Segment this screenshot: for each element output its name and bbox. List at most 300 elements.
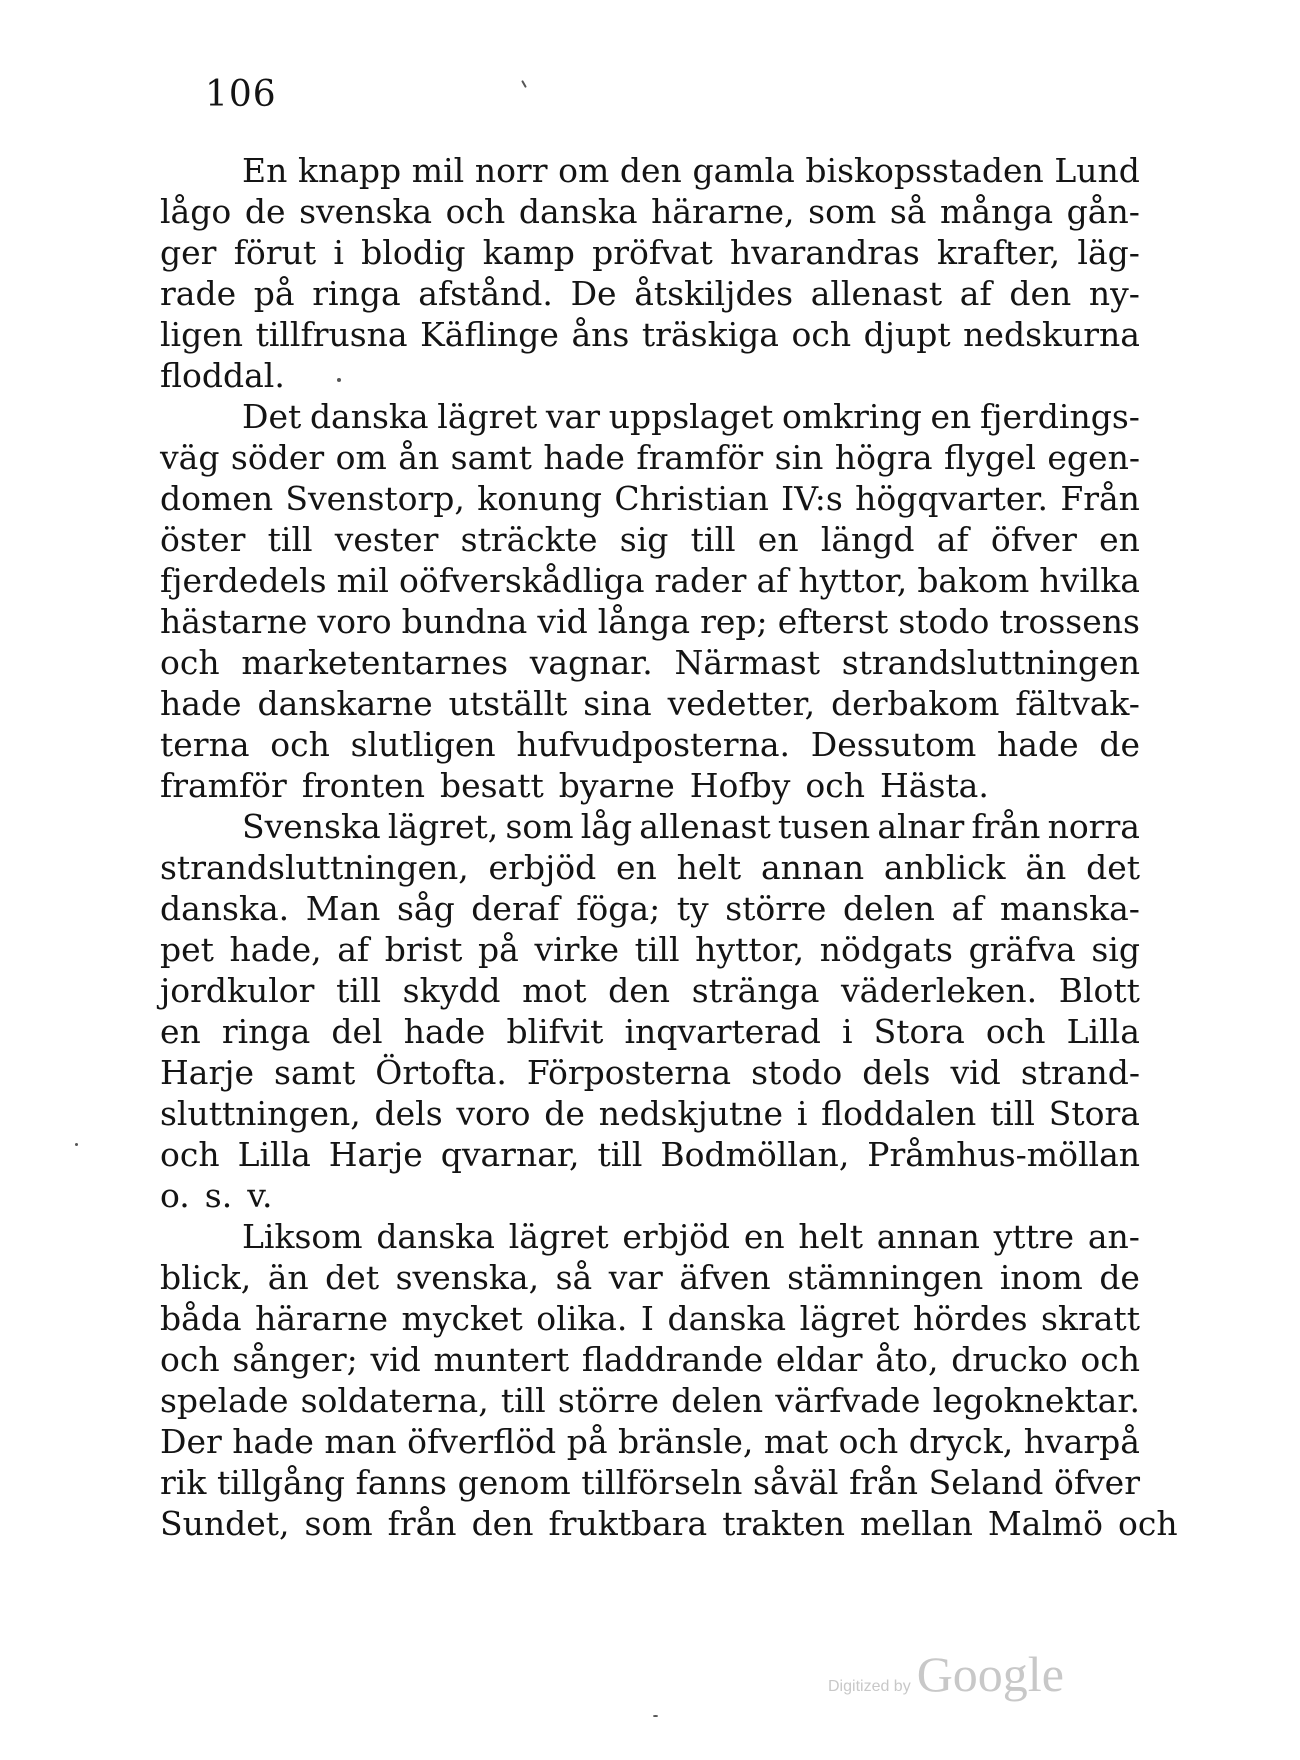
word: såg xyxy=(397,889,455,928)
word: hvilka xyxy=(1039,561,1140,600)
word: i xyxy=(796,1094,808,1133)
word: var xyxy=(545,397,600,436)
word: an- xyxy=(1087,1217,1140,1256)
word: mil xyxy=(336,561,389,600)
word: gräfva xyxy=(968,930,1076,969)
word: lägret xyxy=(437,397,538,436)
word: byarne xyxy=(558,766,675,805)
word: hade xyxy=(160,684,242,723)
text-line xyxy=(160,1503,1178,1544)
scan-speck xyxy=(653,1715,658,1717)
word: de xyxy=(1099,725,1140,764)
word: sin xyxy=(774,438,824,477)
word: öfver xyxy=(990,520,1077,559)
word: allenast xyxy=(810,274,943,313)
text-line xyxy=(160,724,1140,765)
word: stränga xyxy=(691,971,820,1010)
scan-speck xyxy=(337,378,341,382)
word: och xyxy=(160,1340,220,1379)
text-line xyxy=(160,355,1140,396)
word: Sundet, xyxy=(160,1504,290,1543)
word: till xyxy=(500,1381,546,1420)
word: längd xyxy=(820,520,915,559)
word: hufvudposterna. xyxy=(516,725,790,764)
text-line xyxy=(160,1093,1140,1134)
word: som xyxy=(505,807,574,846)
word: Harje xyxy=(160,1053,254,1092)
word: på xyxy=(566,1422,608,1461)
word: som xyxy=(808,192,877,231)
word: egen- xyxy=(1047,438,1140,477)
word: olika. xyxy=(536,1299,628,1338)
word: såväl xyxy=(752,1463,839,1502)
google-logo-text: Google xyxy=(916,1646,1064,1702)
word: del xyxy=(331,1012,383,1051)
digitized-by-label: Digitized by xyxy=(828,1678,911,1695)
word: blifvit xyxy=(506,1012,604,1051)
word: danska xyxy=(309,397,429,436)
word: sluttningen, xyxy=(160,1094,361,1133)
word: Christian xyxy=(614,479,769,518)
word: större xyxy=(557,1381,659,1420)
word: danska xyxy=(376,1217,495,1256)
word: oöfverskådliga xyxy=(398,561,645,600)
word: nödgats xyxy=(819,930,953,969)
word: hade xyxy=(543,438,625,477)
word: åto, xyxy=(875,1340,939,1379)
word: hade xyxy=(403,1012,486,1051)
word: de xyxy=(544,1094,585,1133)
word: ringa xyxy=(312,274,401,313)
word: danska xyxy=(667,1299,787,1338)
word: till xyxy=(690,520,736,559)
text-line xyxy=(160,396,1140,437)
word: blodig xyxy=(361,233,466,272)
word: deraf xyxy=(471,889,560,928)
word: Lund xyxy=(1054,151,1140,190)
word: vid xyxy=(537,602,588,641)
word: om xyxy=(335,438,387,477)
word: åtskiljdes xyxy=(634,274,794,313)
word: hyttor, xyxy=(798,561,908,600)
word: helt xyxy=(798,1217,863,1256)
word: så xyxy=(555,1258,593,1297)
word: än xyxy=(1025,848,1067,887)
word: och xyxy=(160,643,220,682)
word: muntert xyxy=(433,1340,570,1379)
page-number: 106 xyxy=(205,74,277,115)
word: söder xyxy=(230,438,325,477)
word: Svenska xyxy=(242,807,381,846)
word: Dessutom xyxy=(810,725,977,764)
word: dels xyxy=(374,1094,443,1133)
word: o. xyxy=(160,1176,190,1215)
text-line xyxy=(160,519,1140,560)
text-line xyxy=(160,1011,1140,1052)
text-line xyxy=(160,642,1140,683)
word: legoknektar. xyxy=(932,1381,1140,1420)
word: Svenstorp, xyxy=(285,479,465,518)
text-line xyxy=(160,683,1140,724)
scan-speck xyxy=(75,1143,78,1146)
word: dels xyxy=(862,1053,931,1092)
word: Hästa. xyxy=(880,766,989,805)
word: sig xyxy=(1091,930,1140,969)
word: till xyxy=(634,930,680,969)
word: Förposterna xyxy=(526,1053,732,1092)
word: den xyxy=(1009,274,1072,313)
paragraph xyxy=(160,396,1140,806)
word: genom xyxy=(457,1463,571,1502)
word: fjerdedels xyxy=(160,561,327,600)
word: och xyxy=(791,315,852,354)
word: gån- xyxy=(1066,192,1140,231)
paragraph xyxy=(160,150,1140,396)
word: tillfrusna xyxy=(255,315,408,354)
word: en xyxy=(743,1217,785,1256)
word: Örtofta. xyxy=(375,1053,507,1092)
word: skydd xyxy=(402,971,501,1010)
word: Käflinge xyxy=(420,315,559,354)
word: omkring xyxy=(781,397,922,436)
text-line xyxy=(160,1257,1140,1298)
word: mycket xyxy=(401,1299,523,1338)
word: trakten xyxy=(722,1504,845,1543)
text-line xyxy=(160,1134,1140,1175)
word: de xyxy=(244,192,286,231)
word: Lilla xyxy=(1066,1012,1140,1051)
word: var xyxy=(608,1258,663,1297)
word: en xyxy=(160,1012,201,1051)
word: qvarnar, xyxy=(440,1135,580,1174)
text-line xyxy=(160,765,1140,806)
word: uppslaget xyxy=(608,397,774,436)
word: af xyxy=(959,274,992,313)
word: ger xyxy=(160,233,217,272)
text-line xyxy=(160,273,1140,314)
word: strandsluttningen, xyxy=(160,848,469,887)
word: af xyxy=(756,561,789,600)
word: åns xyxy=(571,315,630,354)
word: Närmast xyxy=(674,643,820,682)
word: tillgång xyxy=(216,1463,346,1502)
word: större xyxy=(725,889,827,928)
text-line xyxy=(160,601,1140,642)
word: manska- xyxy=(999,889,1140,928)
word: Der xyxy=(160,1422,222,1461)
word: IV:s xyxy=(781,479,843,518)
word: på xyxy=(478,930,519,969)
text-line xyxy=(160,970,1140,1011)
word: danska. xyxy=(160,889,290,928)
word: svenska xyxy=(299,192,433,231)
word: stodo xyxy=(898,602,990,641)
word: fladdrande xyxy=(581,1340,764,1379)
word: hade, xyxy=(229,930,322,969)
word: allenast xyxy=(639,807,771,846)
word: hvarpå xyxy=(1023,1422,1140,1461)
word: floddal. xyxy=(160,356,285,395)
word: bränsle, xyxy=(618,1422,754,1461)
word: öster xyxy=(160,520,246,559)
word: och xyxy=(160,1135,220,1174)
word: ny- xyxy=(1088,274,1140,313)
word: som xyxy=(304,1504,373,1543)
word: till xyxy=(336,971,382,1010)
word: rep; xyxy=(700,602,768,641)
text-line xyxy=(160,560,1140,601)
word: drucko xyxy=(951,1340,1068,1379)
word: yttre xyxy=(993,1217,1075,1256)
word: äfven xyxy=(679,1258,771,1297)
word: norra xyxy=(1047,807,1140,846)
word: erbjöd xyxy=(622,1217,731,1256)
word: eldar xyxy=(775,1340,863,1379)
word: hade xyxy=(232,1422,314,1461)
word: strand- xyxy=(1020,1053,1140,1092)
word: besatt xyxy=(439,766,544,805)
text-line xyxy=(160,1298,1140,1339)
text-line xyxy=(160,1421,1140,1462)
word: domen xyxy=(160,479,274,518)
word: stämningen xyxy=(787,1258,984,1297)
word: tillförseln xyxy=(581,1463,743,1502)
word: mot xyxy=(522,971,587,1010)
word: öfver xyxy=(1053,1463,1140,1502)
word: gamla xyxy=(692,151,795,190)
word: af xyxy=(936,520,969,559)
word: läg- xyxy=(1077,233,1140,272)
word: till xyxy=(990,1094,1035,1133)
text-line xyxy=(160,150,1140,191)
word: annan xyxy=(761,848,865,887)
word: kamp xyxy=(482,233,575,272)
word: lägret xyxy=(508,1217,609,1256)
google-watermark xyxy=(828,1645,1064,1703)
word: alnar xyxy=(877,807,965,846)
word: mellan xyxy=(860,1504,973,1543)
word: högqvarter. xyxy=(855,479,1048,518)
word: af xyxy=(951,889,984,928)
word: marketentarnes xyxy=(241,643,509,682)
word: väg xyxy=(160,438,220,477)
word: dryck, xyxy=(908,1422,1014,1461)
word: delen xyxy=(671,1381,764,1420)
word: hade xyxy=(997,725,1079,764)
word: och xyxy=(445,192,506,231)
word: virke xyxy=(534,930,619,969)
word: till xyxy=(597,1135,643,1174)
word: knapp xyxy=(297,151,402,190)
text-line xyxy=(160,888,1140,929)
word: framför xyxy=(636,438,764,477)
word: hördes xyxy=(913,1299,1028,1338)
word: de xyxy=(1099,1258,1140,1297)
word: mil xyxy=(411,151,465,190)
word: inqvarterad xyxy=(624,1012,821,1051)
word: ligen xyxy=(160,315,244,354)
word: träskiga xyxy=(641,315,779,354)
word: spelade xyxy=(160,1381,289,1420)
text-line xyxy=(160,478,1140,519)
word: De xyxy=(570,274,617,313)
word: nedskurna xyxy=(963,315,1140,354)
word: lågo xyxy=(160,192,232,231)
text-line xyxy=(160,929,1140,970)
word: vid xyxy=(370,1340,421,1379)
word: nedskjutne xyxy=(598,1094,784,1133)
word: inom xyxy=(999,1258,1083,1297)
word: ringa xyxy=(221,1012,311,1051)
word: och xyxy=(1080,1340,1140,1379)
word: v. xyxy=(247,1176,273,1215)
word: sig xyxy=(619,520,669,559)
word: och xyxy=(270,725,330,764)
word: den xyxy=(619,151,682,190)
word: mat xyxy=(763,1422,829,1461)
word: I xyxy=(640,1299,654,1338)
word: vedetter, xyxy=(667,684,816,723)
word: stodo xyxy=(751,1053,843,1092)
word: Pråmhus-möllan xyxy=(867,1135,1140,1174)
word: biskopsstaden xyxy=(805,151,1044,190)
word: fanns xyxy=(355,1463,447,1502)
word: båda xyxy=(160,1299,242,1338)
word: derbakom xyxy=(831,684,1000,723)
word: terna xyxy=(160,725,250,764)
word: Malmö xyxy=(987,1504,1104,1543)
word: samt xyxy=(274,1053,356,1092)
word: samt xyxy=(450,438,532,477)
word: Seland xyxy=(928,1463,1044,1502)
text-line xyxy=(160,437,1140,478)
word: lägret xyxy=(799,1299,900,1338)
word: helt xyxy=(676,848,742,887)
word: af xyxy=(337,930,370,969)
text-line xyxy=(160,1216,1140,1257)
word: skratt xyxy=(1041,1299,1140,1338)
word: danska xyxy=(518,192,638,231)
word: högra xyxy=(834,438,933,477)
word: Från xyxy=(1060,479,1140,518)
text-line xyxy=(160,806,1140,847)
word: det xyxy=(1086,848,1140,887)
word: hyttor, xyxy=(695,930,805,969)
scan-speck xyxy=(521,80,527,88)
body-text xyxy=(160,150,1178,1544)
word: en xyxy=(616,848,657,887)
word: en xyxy=(757,520,799,559)
word: krafter, xyxy=(937,233,1061,272)
word: Stora xyxy=(1048,1094,1140,1133)
word: Bodmöllan, xyxy=(660,1135,850,1174)
word: och xyxy=(1118,1504,1178,1543)
word: sina xyxy=(583,684,652,723)
word: slutligen xyxy=(350,725,496,764)
word: voro xyxy=(456,1094,531,1133)
text-line xyxy=(160,232,1140,273)
word: vid xyxy=(950,1053,1001,1092)
word: och xyxy=(805,766,866,805)
text-line xyxy=(160,847,1140,888)
word: djupt xyxy=(863,315,951,354)
word: konung xyxy=(477,479,602,518)
word: från xyxy=(849,1463,918,1502)
text-line xyxy=(160,1052,1140,1093)
word: låg xyxy=(580,807,633,846)
word: Lilla xyxy=(237,1135,311,1174)
word: den xyxy=(608,971,671,1010)
word: i xyxy=(333,233,344,272)
word: till xyxy=(267,520,313,559)
word: rader xyxy=(654,561,747,600)
word: Hofby xyxy=(689,766,791,805)
word: Man xyxy=(305,889,381,928)
word: härarne xyxy=(255,1299,389,1338)
word: afstånd. xyxy=(418,274,553,313)
word: det xyxy=(325,1258,380,1297)
word: värfvade xyxy=(775,1381,921,1420)
word: tusen xyxy=(777,807,871,846)
word: sträckte xyxy=(460,520,598,559)
word: utställt xyxy=(448,684,568,723)
word: blick, xyxy=(160,1258,252,1297)
word: En xyxy=(242,151,288,190)
word: från xyxy=(387,1504,457,1543)
word: trossens xyxy=(999,602,1140,641)
word: en xyxy=(1099,520,1140,559)
word: vester xyxy=(334,520,439,559)
word: danskarne xyxy=(257,684,433,723)
word: långa xyxy=(597,602,691,641)
word: efterst xyxy=(777,602,889,641)
text-line xyxy=(160,314,1140,355)
word: soldaterna, xyxy=(300,1381,489,1420)
word: den xyxy=(471,1504,534,1543)
word: Harje xyxy=(328,1135,423,1174)
word: voro xyxy=(317,602,392,641)
word: flygel xyxy=(944,438,1036,477)
word: många xyxy=(940,192,1054,231)
word: s. xyxy=(204,1176,233,1215)
word: ån xyxy=(398,438,440,477)
word: pröfvat xyxy=(592,233,713,272)
word: annan xyxy=(876,1217,980,1256)
word: hästarne xyxy=(160,602,308,641)
paragraph xyxy=(160,806,1140,1216)
word: jordkulor xyxy=(160,971,315,1010)
word: rik xyxy=(160,1463,207,1502)
word: man xyxy=(324,1422,397,1461)
word: pet xyxy=(160,930,214,969)
word: Det xyxy=(242,397,302,436)
word: i xyxy=(841,1012,853,1051)
word: vagnar. xyxy=(529,643,653,682)
word: anblick xyxy=(883,848,1006,887)
word: delen xyxy=(842,889,935,928)
word: sånger; xyxy=(232,1340,358,1379)
word: än xyxy=(267,1258,309,1297)
word: hvarandras xyxy=(729,233,920,272)
text-line xyxy=(160,1175,1140,1216)
word: fronten xyxy=(301,766,425,805)
word: härarne, xyxy=(651,192,795,231)
word: fruktbara xyxy=(548,1504,708,1543)
word: från xyxy=(971,807,1041,846)
word: väderleken. xyxy=(841,971,1038,1010)
word: en xyxy=(930,397,972,436)
paragraph xyxy=(160,1216,1178,1544)
